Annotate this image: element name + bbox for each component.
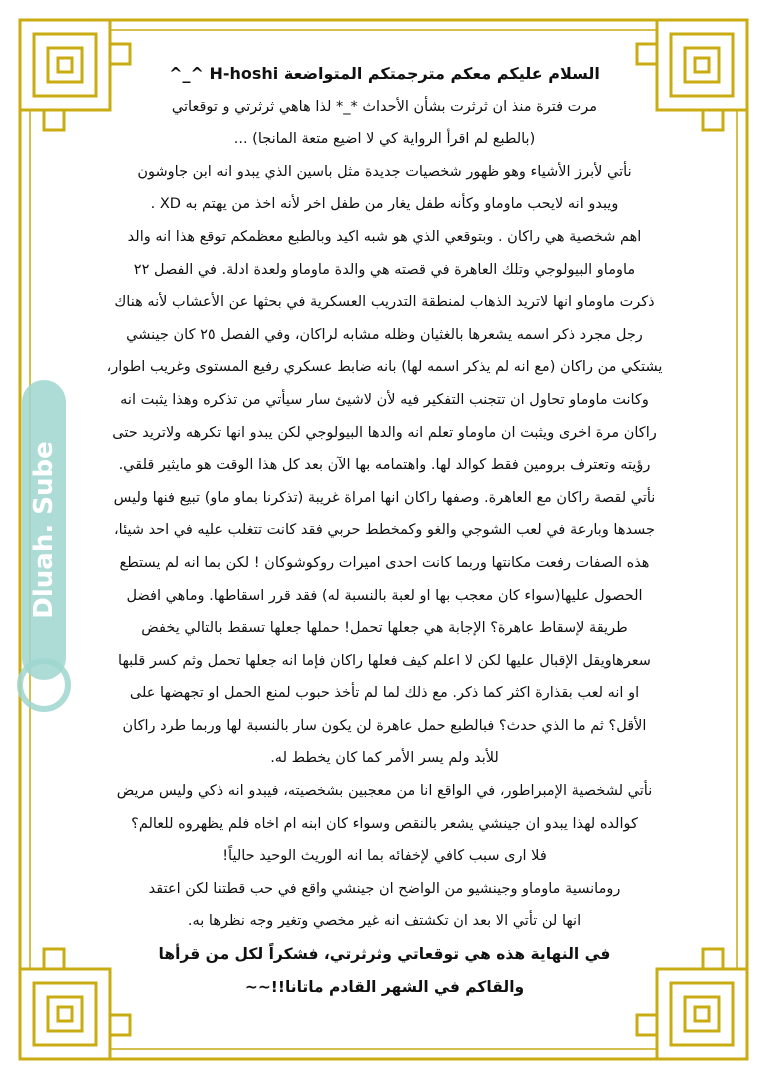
text-line: او انه لعب بقذارة اكثر كما ذكر. مع ذلك لما لم تأخذ حبوب لمنع الحمل او تجهضها على: [129, 685, 640, 702]
text-line: انها لن تأتي الا بعد ان تكشتف انه غير مخصي وتغير وجه نظرها به.: [187, 913, 582, 930]
text-line: ويبدو انه لايحب ماوماو وكأنه طفل يغار من طفل اخر لأنه اخذ من يهتم به XD .: [150, 196, 619, 213]
text-line: اهم شخصية هي راكان . وبتوقعي الذي هو شبه اكيد وبالطبع معظمكم توقع هذا انه والد: [127, 228, 642, 245]
text-line: طريقة لإسقاط عاهرة؟ الإجابة هي جعلها تحمل! حملها جعلها تسقط بالتالي يخفض: [141, 620, 628, 637]
text-line: نأتي لشخصية الإمبراطور، في الواقع انا من معجبين بشخصيته، فيبدو انه ذكي وليس مريض: [116, 783, 653, 800]
text-line: فلا ارى سبب كافي لإخفائه بما انه الوريث الوحيد حالياً!: [222, 848, 547, 865]
text-line: جسدها وبارعة في لعب الشوجي والغو وكمخطط حربي فقد كانت تتغلب عليه في احد شيئا،: [113, 522, 656, 539]
text-line: نأتي لأبرز الأشياء وهو ظهور شخصيات جديدة مثل باسين الذي يبدو انه ابن جاوشون: [137, 163, 632, 180]
text-line: يشتكي من راكان (مع انه لم يذكر اسمه لها) بانه ضابط عسكري رفيع المستوى وغريب اطوار،: [106, 359, 663, 376]
text-line: (بالطبع لم اقرأ الرواية كي لا اضيع متعة المانجا) ...: [233, 131, 536, 148]
text-line: الحصول عليها(سواء كان معجب بها او لعبة بالنسبة له) فقد قرر اسقاطها. وماهي افضل: [126, 587, 643, 604]
text-line: وكانت ماوماو تحاول ان تتجنب التفكير فيه لأن لاشيئ سار سيأتي من تذكره وهذا يثبت انه: [120, 391, 649, 408]
text-line: سعرهاويقل الإقبال عليها لكن لا اعلم كيف فعلها راكان فإما انه جعلها تحمل وثم كسر قلبها: [118, 652, 651, 669]
text-line: كوالده لهذا يبدو ان جينشي يشعر بالنقص وسواء كان ابنه ام اخاه فلم يظهروه للعالم؟: [131, 815, 638, 832]
text-line: ماوماو البيولوجي وتلك العاهرة في قصته هي والدة ماوماو ولعدة ادلة. في الفصل ٢٢: [133, 261, 636, 278]
text-line: رومانسية ماوماو وجينشيو من الواضح ان جينشي واقع في حب قطتنا لكن اعتقد: [148, 880, 621, 897]
text-line: راكان مرة اخرى ويثبت ان ماوماو تعلم انه والدها البيولوجي لكن يبدو انها تكرهه ولاتريد حتى: [112, 424, 657, 441]
text-line: مرت فترة منذ ان ثرثرت بشأن الأحداث *_* لذا هاهي ثرثرتي و توقعاتي: [171, 98, 598, 115]
watermark-text: Dluah. Sube: [29, 441, 59, 619]
text-line: رؤيته وتعترف برومين فقط كوالد لها. واهتمامه بها الآن بعد كل هذا الوقت هو مايثير قلقي.: [118, 457, 651, 474]
text-line: رجل مجرد ذكر اسمه يشعرها بالغثيان وظله مشابه لراكان، وفي الفصل ٢٥ كان جينشي: [126, 326, 643, 343]
article-body: [34, 58, 735, 1003]
closing-line: في النهاية هذه هي توقعاتي وثرثرتي، فشكراً لكل من قرأها: [158, 945, 611, 964]
text-line: للأبد ولم يسر الأمر كما كان يخطط له.: [270, 750, 499, 767]
text-line: ذكرت ماوماو انها لاتريد الذهاب لمنطقة التدريب العسكرية في بحثها عن الأعشاب لأنه هناك: [114, 294, 655, 311]
text-line: هذه الصفات رفعت مكانتها وربما كانت احدى اميرات روكوشوكان ! لكن بما انه لم يستطع: [119, 554, 650, 571]
text-line: الأقل؟ ثم ما الذي حدث؟ فبالطبع حمل عاهرة لن يكون سار بالنسبة لها وربما طرد راكان: [122, 717, 647, 734]
text-line: نأتي لقصة راكان مع العاهرة. وصفها راكان انها امراة غريبة (تذكرنا بماو ماو) تبيع فنها وليس: [113, 489, 656, 506]
closing-line: والقاكم في الشهر القادم ماتانا!!~~: [244, 977, 525, 996]
greeting-line: السلام عليكم معكم مترجمتكم المتواضعة H-hoshi ^_^: [169, 64, 600, 83]
